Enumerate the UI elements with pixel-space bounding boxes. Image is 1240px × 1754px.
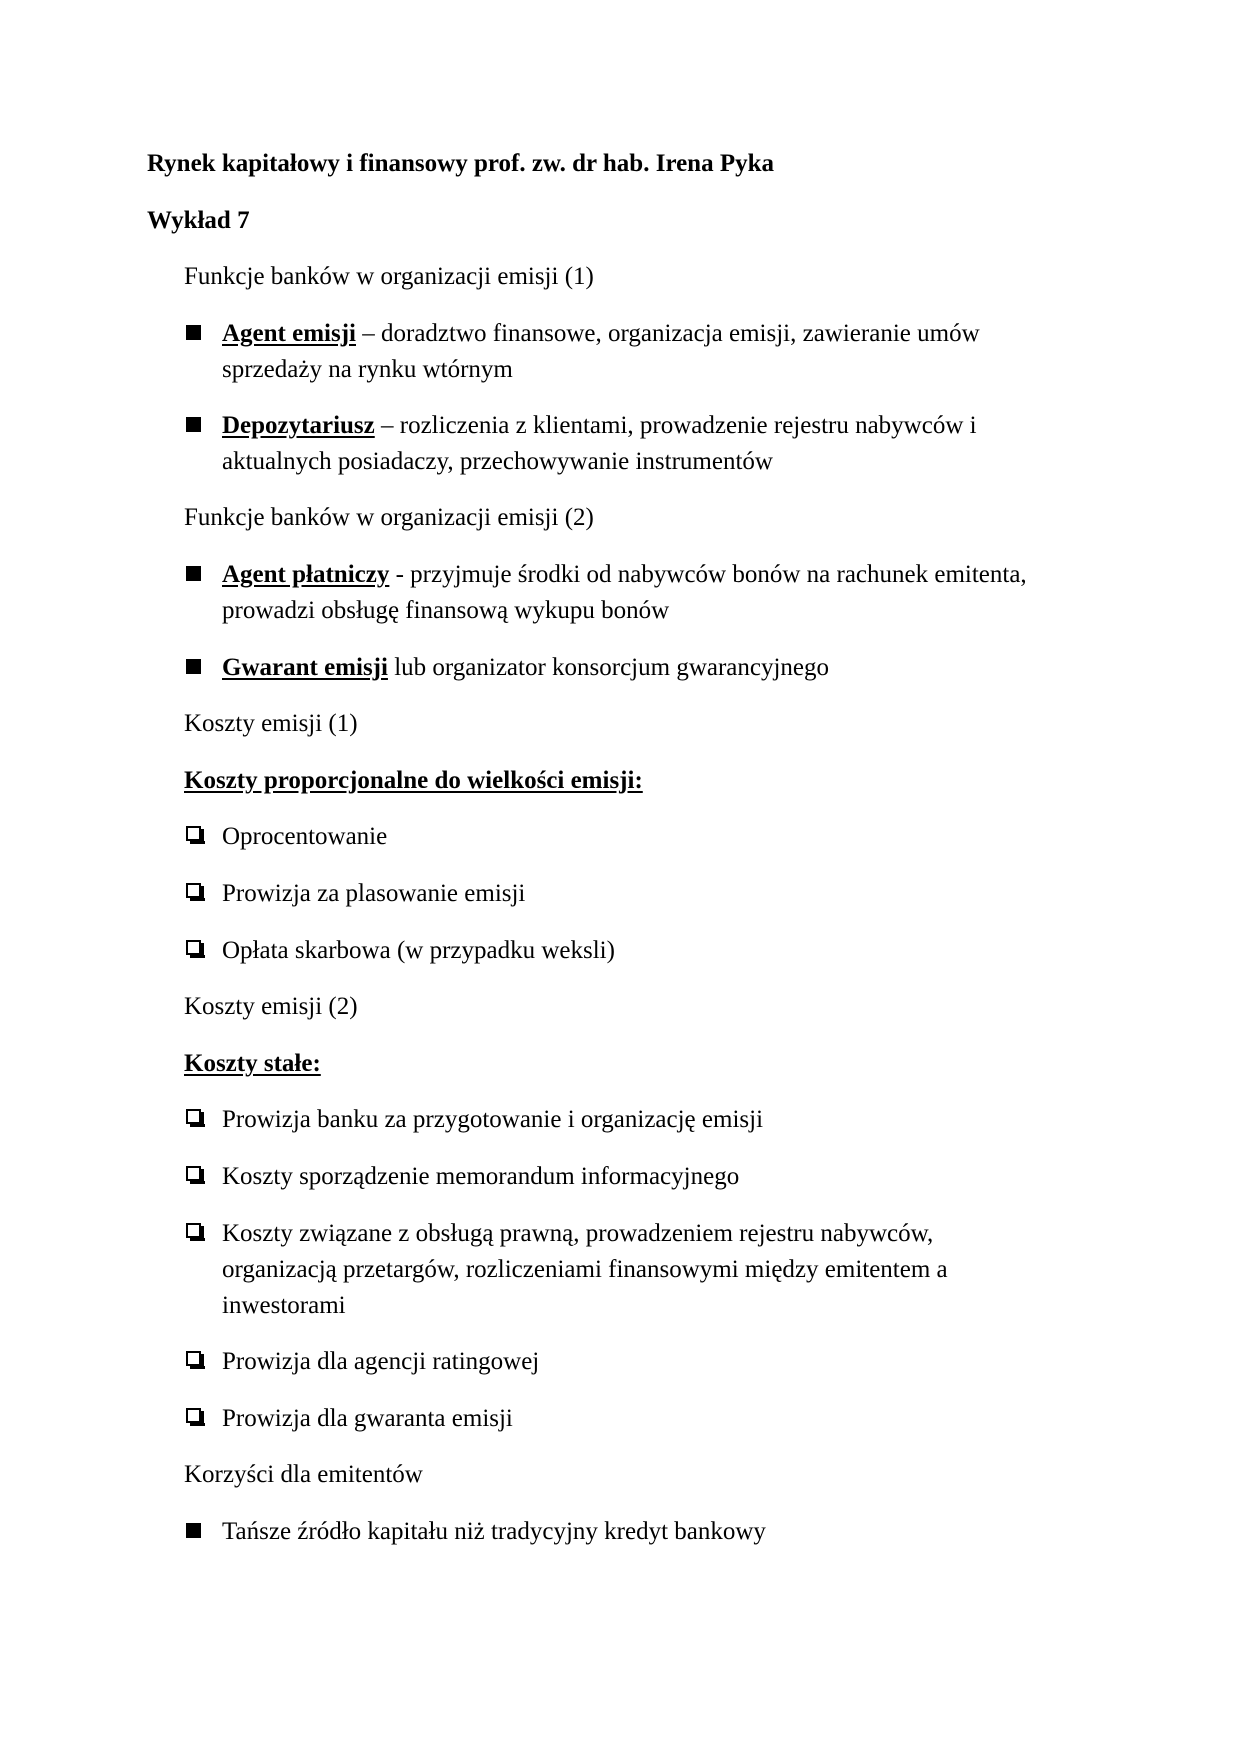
list-item-continuation: organizacją przetargów, rozliczeniami finansowymi między emitentem a [222, 1256, 948, 1283]
list-item-continuation: sprzedaży na rynku wtórnym [222, 356, 513, 383]
empty-checkbox-bullet-icon [186, 826, 201, 841]
list-item: Koszty związane z obsługą prawną, prowadzeniem rejestru nabywców, [222, 1220, 934, 1247]
list-item-continuation: prowadzi obsługę finansową wykupu bonów [222, 597, 670, 624]
term-description: lub organizator konsorcjum gwarancyjnego [387, 654, 830, 681]
section-heading-costs-2: Koszty emisji (2) [184, 993, 358, 1020]
filled-square-bullet-icon [186, 417, 201, 432]
lecture-number: Wykład 7 [147, 207, 250, 234]
empty-checkbox-bullet-icon [186, 1408, 201, 1423]
filled-square-bullet-icon [186, 1523, 201, 1538]
empty-checkbox-bullet-icon [186, 1166, 201, 1181]
term-description: – rozliczenia z klientami, prowadzenie rejestru nabywców i [374, 412, 977, 439]
document-title: Rynek kapitałowy i finansowy prof. zw. dr hab. Irena Pyka [147, 150, 775, 177]
list-item: Koszty sporządzenie memorandum informacyjnego [222, 1163, 740, 1190]
term-description: - przyjmuje środki od nabywców bonów na rachunek emitenta, [389, 561, 1027, 588]
subheading-proportional-costs: Koszty proporcjonalne do wielkości emisji: [184, 767, 643, 794]
empty-checkbox-bullet-icon [186, 883, 201, 898]
list-item: Opłata skarbowa (w przypadku weksli) [222, 937, 615, 964]
list-item: Oprocentowanie [222, 823, 388, 850]
filled-square-bullet-icon [186, 325, 201, 340]
list-item-continuation: aktualnych posiadaczy, przechowywanie instrumentów [222, 448, 773, 475]
list-item-continuation: inwestorami [222, 1292, 346, 1319]
section-heading-functions-2: Funkcje banków w organizacji emisji (2) [184, 504, 594, 531]
list-item-agent-emisji [222, 316, 980, 352]
list-item-gwarant-emisji [222, 650, 829, 686]
filled-square-bullet-icon [186, 659, 201, 674]
filled-square-bullet-icon [186, 566, 201, 581]
empty-checkbox-bullet-icon [186, 1223, 201, 1238]
list-item-depozytariusz [222, 408, 977, 444]
term-agent-platniczy: Agent płatniczy [222, 561, 390, 588]
list-item: Prowizja za plasowanie emisji [222, 880, 526, 907]
list-item: Prowizja banku za przygotowanie i organizację emisji [222, 1106, 764, 1133]
empty-checkbox-bullet-icon [186, 940, 201, 955]
list-item-agent-platniczy [222, 557, 1027, 593]
empty-checkbox-bullet-icon [186, 1109, 201, 1124]
list-item: Prowizja dla gwaranta emisji [222, 1405, 513, 1432]
section-heading-functions-1: Funkcje banków w organizacji emisji (1) [184, 263, 594, 290]
term-depozytariusz: Depozytariusz [222, 412, 375, 439]
term-agent-emisji: Agent emisji [222, 320, 356, 347]
empty-checkbox-bullet-icon [186, 1351, 201, 1366]
term-description: – doradztwo finansowe, organizacja emisji, zawieranie umów [356, 320, 980, 347]
section-heading-costs-1: Koszty emisji (1) [184, 710, 358, 737]
section-heading-benefits: Korzyści dla emitentów [184, 1461, 423, 1488]
list-item: Tańsze źródło kapitału niż tradycyjny kredyt bankowy [222, 1518, 766, 1545]
term-gwarant-emisji: Gwarant emisji [222, 654, 388, 681]
list-item: Prowizja dla agencji ratingowej [222, 1348, 540, 1375]
subheading-fixed-costs: Koszty stałe: [184, 1050, 321, 1077]
